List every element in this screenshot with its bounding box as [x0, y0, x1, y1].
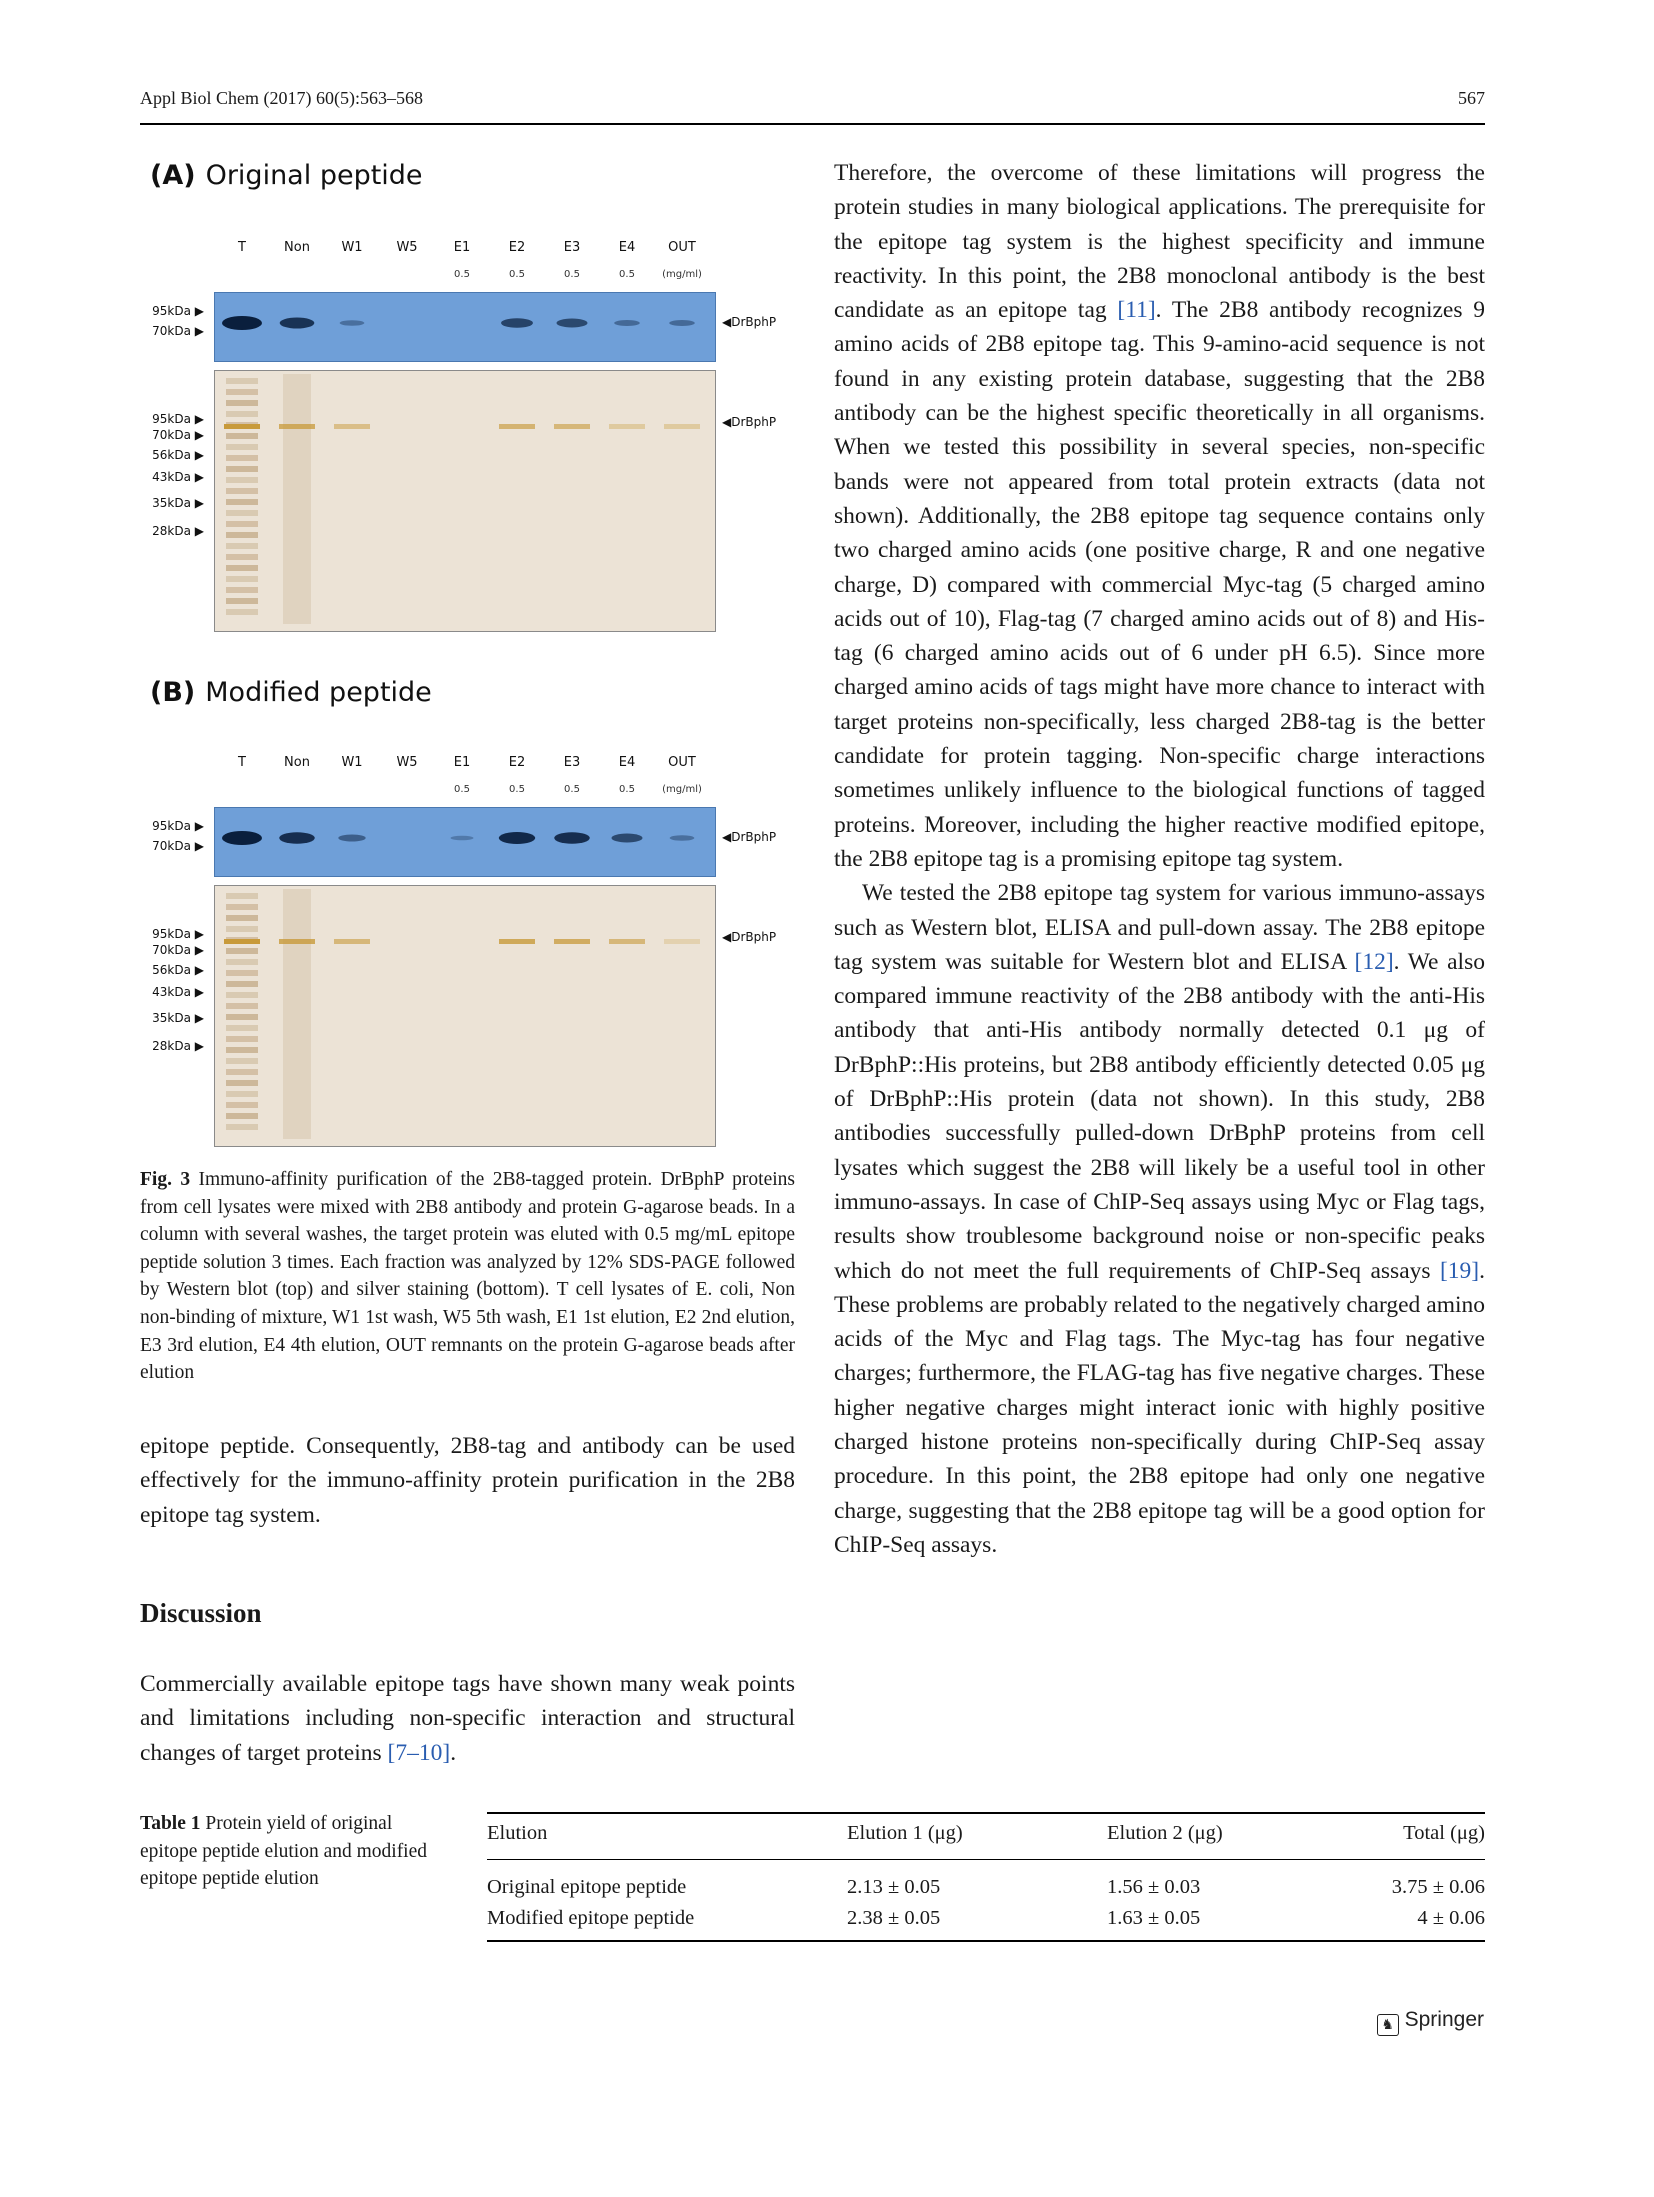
gel-band: [499, 424, 535, 429]
table-label: Table 1: [140, 1813, 201, 1834]
column-header: Elution: [487, 1813, 847, 1860]
paragraph: Commercially available epitope tags have shown many weak points and limitations including non-specific interaction and structural changes of target proteins: [140, 1671, 795, 1766]
figure-caption-text: Immuno-affinity purification of the 2B8-tagged protein. DrBphP proteins from cell lysates were mixed with 2B8 antibody and protein G-agarose beads. In a column with several washes, the target protein was eluted with 0.5 mg/mL epitope peptide solution 3 times. Each fraction was analyzed by 12% SDS-PAGE followed by Western blot (top) and silver staining (bottom). T cell lysates of E. coli, Non non-binding of mixture, W1 1st wash, W5 5th wash, E1 1st elution, E2 2nd elution, E3 3rd elution, E4 4th elution, OUT remnants on the protein G-agarose beads after elution: [140, 1169, 795, 1384]
concentration-label: 0.5: [564, 269, 580, 280]
lane-label: E4: [618, 755, 636, 770]
gel-smear-band: [226, 433, 258, 439]
springer-horse-icon: ♞: [1377, 2014, 1399, 2036]
lane-label: W5: [396, 755, 418, 770]
publisher-logo: [1377, 2008, 1484, 2036]
marker-label: 70kDa ▶: [152, 839, 204, 853]
western-blot: [214, 292, 716, 362]
marker-label: 28kDa ▶: [152, 1039, 204, 1053]
marker-label: 70kDa ▶: [152, 943, 204, 957]
table-cell: 2.13 ± 0.05: [847, 1876, 941, 1898]
panel-b-letter: (B): [150, 677, 196, 708]
citation-link[interactable]: [19]: [1439, 1257, 1480, 1284]
gel-smear-band: [226, 510, 258, 516]
right-column-text: [834, 156, 1485, 1562]
gel-smear-band: [226, 1058, 258, 1064]
marker-label: 95kDa ▶: [152, 304, 204, 318]
gel-smear-band: [226, 378, 258, 384]
lane-label: Non: [284, 240, 310, 255]
lane-label: Non: [284, 755, 310, 770]
figure-label: Fig. 3: [140, 1169, 191, 1190]
page-number: 567: [1458, 88, 1485, 108]
western-band: [614, 320, 640, 326]
western-band: [499, 832, 535, 844]
paragraph: We tested the 2B8 epitope tag system for various immuno-assays such as Western blot, ELISA and pull-down assay. The 2B8 epitope tag system was suitable for Western blot and ELISA: [834, 880, 1485, 975]
gel-smear-band: [226, 499, 258, 505]
header-rule: [140, 123, 1485, 125]
gel-smear-band: [226, 1124, 258, 1130]
target-protein-label: ◀DrBphP: [722, 315, 777, 329]
concentration-label: 0.5: [454, 784, 470, 795]
gel-band: [664, 424, 700, 429]
gel-smear-band: [226, 444, 258, 450]
gel-band: [664, 939, 700, 944]
western-band: [338, 835, 365, 842]
gel-smear-band: [226, 948, 258, 954]
paragraph: . We also compared immune reactivity of the 2B8 antibody with the anti-His antibody that anti-His antibody normally detected 0.1 μg of DrBphP::His proteins, but 2B8 antibody efficiently detected 0.05 μg of DrBphP::His protein (data not shown). In this study, 2B8 antibodies successfully pulled-down DrBphP proteins from cell lysates which suggest the 2B8 will likely be a useful tool in other immuno-assays. In case of ChIP-Seq assays using Myc or Flag tags, results show troublesome background noise or non-specific peaks which do not meet the full requirements of ChIP-Seq assays: [834, 948, 1485, 1284]
gel-smear-band: [226, 893, 258, 899]
table-cell: 1.63 ± 0.05: [1107, 1903, 1357, 1941]
gel-smear-band: [226, 926, 258, 932]
western-band: [340, 320, 365, 326]
western-band: [501, 318, 533, 328]
column-header: Total (μg): [1357, 1813, 1485, 1860]
gel-smear-band: [226, 389, 258, 395]
lane-label: E2: [508, 755, 526, 770]
gel-band: [609, 939, 645, 944]
gel-smear-band: [226, 1113, 258, 1119]
gel-smear-band: [226, 1091, 258, 1097]
gel-band: [609, 424, 645, 429]
gel-smear-band: [226, 477, 258, 483]
western-band: [451, 836, 474, 841]
western-band: [557, 319, 588, 328]
citation-link[interactable]: [11]: [1117, 297, 1156, 324]
concentration-label: 0.5: [619, 784, 635, 795]
gel-smear-band: [226, 1080, 258, 1086]
marker-label: 56kDa ▶: [152, 963, 204, 977]
gel-smear-band: [226, 554, 258, 560]
lane-label: E3: [563, 240, 581, 255]
gel-smear-band: [226, 543, 258, 549]
marker-label: 28kDa ▶: [152, 524, 204, 538]
gel-smear-band: [226, 587, 258, 593]
western-band: [222, 831, 262, 845]
concentration-label: 0.5: [619, 269, 635, 280]
gel-smear-band: [226, 1047, 258, 1053]
gel-smear-band: [226, 466, 258, 472]
table-cell: 1.56 ± 0.03: [1107, 1876, 1201, 1898]
publisher-name: Springer: [1404, 2008, 1484, 2031]
journal-citation: Appl Biol Chem (2017) 60(5):563–568: [140, 88, 423, 108]
paragraph: . The 2B8 antibody recognizes 9 amino acids of 2B8 epitope tag. This 9-amino-acid sequence is not found in any existing protein database, suggesting that the 2B8 antibody can be the highest specific theoretically in all organisms. When we tested this possibility in several species, non-specific bands were not appeared from total protein extracts (data not shown). Additionally, the 2B8 epitope tag sequence contains only two charged amino acids (one positive charge, R and one negative charge, D) compared with commercial Myc-tag (5 charged amino acids out of 10), Flag-tag (7 charged amino acids out of 8) and His-tag (6 charged amino acids out of 6 under pH 6.5). Since more charged amino acids of tags might have more chance to interact with target proteins non-specifically, less charged 2B8-tag is the better candidate for protein tagging. Non-specific charge interactions sometimes unlikely influence to the biological functions of tagged proteins. Moreover, including the higher reactive modified epitope, the 2B8 epitope tag is a promising epitope tag system.: [834, 297, 1486, 872]
gel-band: [554, 939, 590, 944]
western-band: [222, 316, 262, 330]
lane-label: OUT: [668, 755, 696, 770]
gel-smear-band: [226, 1014, 258, 1020]
marker-label: 95kDa ▶: [152, 412, 204, 426]
running-head: [140, 88, 1485, 118]
table-row: [487, 1903, 1485, 1941]
marker-label: 35kDa ▶: [152, 496, 204, 510]
figure-caption: [140, 1166, 795, 1387]
panel-a-letter: (A): [150, 160, 196, 191]
table-row: [487, 1860, 1485, 1904]
silver-stained-gel: [214, 885, 716, 1147]
column-header: Elution 2 (μg): [1107, 1813, 1357, 1860]
silver-stained-gel: [214, 370, 716, 632]
gel-smear-band: [226, 915, 258, 921]
paragraph: . These problems are probably related to the negatively charged amino acids of the Myc and Flag tags. The Myc-tag has four negative charges; furthermore, the FLAG-tag has five negative charges. These higher negative charges might interact ionic with highly positive charged histone proteins non-specifically during ChIP-Seq assay procedure. In this point, the 2B8 epitope had only one negative charge, suggesting that the 2B8 epitope tag will be a good option for ChIP-Seq assays.: [834, 1257, 1486, 1558]
target-protein-label: ◀DrBphP: [722, 415, 777, 429]
gel-band: [279, 939, 315, 944]
gel-smear-band: [226, 488, 258, 494]
table-cell: 3.75 ± 0.06: [1391, 1876, 1485, 1898]
gel-streak: [283, 374, 311, 624]
western-band: [670, 835, 695, 841]
gel-smear-band: [226, 981, 258, 987]
gel-band: [334, 939, 370, 944]
table-cell: 4 ± 0.06: [1357, 1903, 1485, 1941]
gel-smear-band: [226, 992, 258, 998]
gel-smear-band: [226, 1025, 258, 1031]
table-cell: Original epitope peptide: [487, 1876, 687, 1898]
marker-label: 56kDa ▶: [152, 448, 204, 462]
lane-label: W1: [341, 240, 363, 255]
panel-a-name: Original peptide: [205, 160, 423, 191]
lane-label: W5: [396, 240, 418, 255]
lane-label: E1: [453, 755, 471, 770]
gel-band: [224, 939, 260, 944]
gel-smear-band: [226, 598, 258, 604]
marker-label: 43kDa ▶: [152, 985, 204, 999]
gel-smear-band: [226, 904, 258, 910]
gel-band: [554, 424, 590, 429]
left-column-paragraph-1: [140, 1429, 795, 1532]
paragraph: Therefore, the overcome of these limitations will progress the protein studies in many biological applications. The prerequisite for the epitope tag system is the highest specificity and immune reactivity. In this point, the 2B8 monoclonal antibody is the best candidate as an epitope tag: [834, 160, 1485, 324]
table-caption: [140, 1810, 450, 1893]
marker-label: 95kDa ▶: [152, 819, 204, 833]
western-band: [669, 320, 695, 326]
target-protein-label: ◀DrBphP: [722, 930, 777, 944]
western-band: [279, 832, 315, 844]
western-band: [280, 318, 315, 329]
table-cell: 2.38 ± 0.05: [847, 1903, 1107, 1941]
table-header-row: [487, 1813, 1485, 1860]
marker-label: 35kDa ▶: [152, 1011, 204, 1025]
gel-smear-band: [226, 1102, 258, 1108]
concentration-label: 0.5: [564, 784, 580, 795]
marker-label: 95kDa ▶: [152, 927, 204, 941]
panel-b-name: Modified peptide: [205, 677, 432, 708]
column-header: Elution 1 (μg): [847, 1813, 1107, 1860]
western-band: [612, 834, 643, 843]
gel-smear-band: [226, 455, 258, 461]
marker-label: 70kDa ▶: [152, 428, 204, 442]
panel-a-title: [150, 160, 423, 191]
marker-label: 70kDa ▶: [152, 324, 204, 338]
gel-band: [499, 939, 535, 944]
gel-smear-band: [226, 1003, 258, 1009]
panel-b-title: [150, 677, 432, 708]
table-cell: Modified epitope peptide: [487, 1903, 847, 1941]
concentration-label: 0.5: [454, 269, 470, 280]
table-1: [487, 1812, 1485, 1942]
citation-link[interactable]: [12]: [1354, 948, 1394, 975]
concentration-label: 0.5: [509, 269, 525, 280]
gel-smear-band: [226, 609, 258, 615]
lane-label: T: [238, 240, 246, 255]
western-blot: [214, 807, 716, 877]
gel-smear-band: [226, 521, 258, 527]
gel-smear-band: [226, 970, 258, 976]
gel-smear-band: [226, 532, 258, 538]
concentration-label: 0.5: [509, 784, 525, 795]
left-column-paragraph-2: [140, 1667, 795, 1770]
lane-label: T: [238, 755, 246, 770]
gel-band: [279, 424, 315, 429]
target-protein-label: ◀DrBphP: [722, 830, 777, 844]
gel-smear-band: [226, 959, 258, 965]
gel-smear-band: [226, 411, 258, 417]
citation-link[interactable]: [7–10]: [387, 1739, 451, 1766]
gel-smear-band: [226, 400, 258, 406]
gel-smear-band: [226, 565, 258, 571]
concentration-label: (mg/ml): [662, 784, 702, 795]
marker-label: 43kDa ▶: [152, 470, 204, 484]
gel-band: [224, 424, 260, 429]
lane-label: W1: [341, 755, 363, 770]
lane-label: OUT: [668, 240, 696, 255]
section-heading-discussion: Discussion: [140, 1598, 262, 1628]
gel-smear-band: [226, 1069, 258, 1075]
paragraph: epitope peptide. Consequently, 2B8-tag and antibody can be used effectively for the immuno-affinity protein purification in the 2B8 epitope tag system.: [140, 1433, 795, 1528]
table-caption-text: Protein yield of original epitope peptide elution and modified epitope peptide elution: [140, 1813, 428, 1890]
concentration-label: (mg/ml): [662, 269, 702, 280]
punctuation: .: [450, 1739, 457, 1766]
lane-label: E3: [563, 755, 581, 770]
gel-band: [334, 424, 370, 429]
gel-smear-band: [226, 1036, 258, 1042]
gel-smear-band: [226, 576, 258, 582]
lane-label: E1: [453, 240, 471, 255]
gel-streak: [283, 889, 311, 1139]
lane-label: E4: [618, 240, 636, 255]
western-band: [554, 832, 590, 844]
lane-label: E2: [508, 240, 526, 255]
